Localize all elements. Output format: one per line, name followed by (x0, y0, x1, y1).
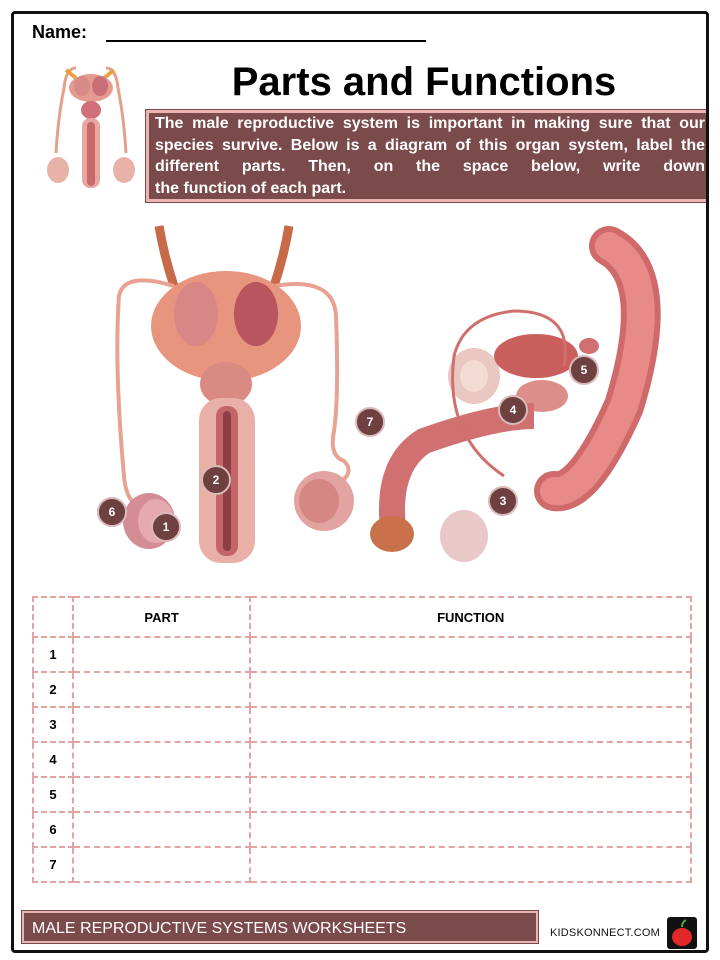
label-marker-4: 4 (498, 395, 528, 425)
page-title: Parts and Functions (231, 60, 617, 104)
row-number: 1 (33, 637, 73, 672)
reproductive-system-thumbnail (36, 58, 142, 198)
label-marker-3: 3 (488, 486, 518, 516)
part-cell[interactable] (73, 672, 250, 707)
table-header-row (33, 597, 691, 637)
name-field-line[interactable] (106, 40, 426, 42)
table-row (33, 777, 691, 812)
table-row (33, 847, 691, 882)
header-function: FUNCTION (250, 597, 691, 637)
function-cell[interactable] (250, 637, 691, 672)
function-cell[interactable] (250, 777, 691, 812)
label-marker-1: 1 (151, 512, 181, 542)
row-number: 7 (33, 847, 73, 882)
part-cell[interactable] (73, 742, 250, 777)
table-row (33, 707, 691, 742)
worksheet-page (11, 11, 709, 953)
part-cell[interactable] (73, 847, 250, 882)
row-number: 4 (33, 742, 73, 777)
row-number: 3 (33, 707, 73, 742)
intro-box (146, 110, 709, 202)
apple-logo-icon (667, 917, 697, 949)
name-label: Name: (32, 22, 88, 42)
header-number (33, 597, 73, 637)
table-row (33, 812, 691, 847)
label-marker-7: 7 (355, 407, 385, 437)
brand-name: KIDSKONNECT.COM (550, 927, 660, 939)
table-row (33, 672, 691, 707)
footer-title-bar: MALE REPRODUCTIVE SYSTEMS WORKSHEETS (22, 911, 538, 943)
header-part: PART (73, 597, 250, 637)
row-number: 5 (33, 777, 73, 812)
label-marker-2: 2 (201, 465, 231, 495)
parts-functions-table (32, 596, 692, 883)
reproductive-system-diagram (64, 216, 704, 576)
table-row (33, 742, 691, 777)
row-number: 2 (33, 672, 73, 707)
part-cell[interactable] (73, 812, 250, 847)
function-cell[interactable] (250, 672, 691, 707)
row-number: 6 (33, 812, 73, 847)
label-marker-5: 5 (569, 355, 599, 385)
function-cell[interactable] (250, 812, 691, 847)
part-cell[interactable] (73, 707, 250, 742)
function-cell[interactable] (250, 742, 691, 777)
intro-text: The male reproductive system is important in making sure that our species survive. Below is a diagram of this organ system, label the different parts. Then, on the space below, write down (155, 115, 705, 175)
function-cell[interactable] (250, 707, 691, 742)
function-cell[interactable] (250, 847, 691, 882)
part-cell[interactable] (73, 637, 250, 672)
table-row (33, 637, 691, 672)
intro-text-last-line: the function of each part. (155, 179, 347, 197)
label-marker-6: 6 (97, 497, 127, 527)
part-cell[interactable] (73, 777, 250, 812)
